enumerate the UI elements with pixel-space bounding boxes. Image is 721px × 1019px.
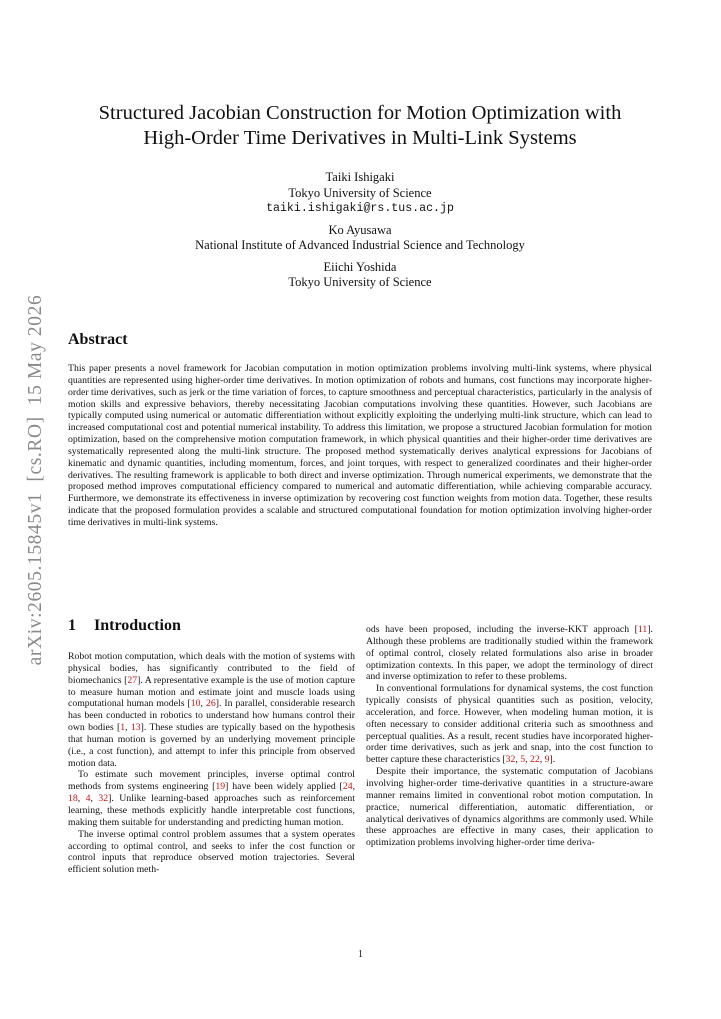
citation-link[interactable]: 5 (520, 754, 526, 766)
abstract-text: This paper presents a novel framework for Jacobian computation in motion optimization problems involving multi-link systems, where physical quantities are represented using higher-order time derivatives. In motion optimization of robots and humans, cost functions may incorporate higher-order time derivatives, such as jerk or the time variation of forces, to capture smoothness and perceptual characteristics, particularly in the analysis of motion skills and expressive behaviors, thereby necessitating Jacobian computations involving these quantities. However, such Jacobians are typically computed using numerical or automatic differentiation without explicitly exploiting the underlying multi-link structure, which can lead to increased computational cost and potential numerical instability. To address this limitation, we propose a structured Jacobian formulation for motion optimization, based on the comprehensive motion computation framework, in which physical quantities and their higher-order time derivatives are systematically represented along the multi-link structure. The proposed method systematically derives analytical expressions for Jacobians of kinematic and dynamic quantities, including momentum, forces, and joint torques, with respect to generalized coordinates and their higher-order derivatives. The resulting framework is applicable to both direct and inverse optimization. Through numerical experiments, we demonstrate that the proposed method improves computational efficiency compared to numerical and automatic differentiation, while achieving comparable accuracy. Furthermore, we demonstrate its effectiveness in inverse optimization by recovering cost function weights from motion data. Together, these results indicate that the proposed formulation provides a scalable and structured computational foundation for motion optimization involving higher-order time derivatives in multi-link systems. (68, 363, 652, 528)
author-name: Taiki Ishigaki (325, 170, 395, 184)
author-affiliation: Tokyo University of Science (288, 275, 432, 289)
citation-link[interactable]: 26 (205, 698, 216, 710)
author-name: Eiichi Yoshida (323, 259, 397, 274)
abstract-body (68, 363, 652, 529)
citation-link[interactable]: 27 (127, 674, 138, 686)
citation-link[interactable]: 10 (190, 698, 201, 710)
right-column (366, 624, 653, 849)
citation-link[interactable]: 32 (98, 793, 109, 805)
paragraph: In conventional formulations for dynamical systems, the cost function typically consists of physical quantities such as position, velocity, acceleration, and force. However, when modeling human motion, it is often necessary to consider additional criteria such as smoothness and perceptual qualities. As a result, recent studies have incorporated higher-order time derivatives, such as jerk and snap, into the cost function to better capture these characteristics [32, 5, 22, 9]. (366, 683, 653, 766)
section-number: 1 (68, 617, 76, 634)
author-name: Ko Ayusawa (328, 222, 392, 237)
citation-link[interactable]: 13 (130, 722, 141, 734)
citation-link[interactable]: 24 (342, 781, 353, 793)
paragraph: Robot motion computation, which deals with the motion of systems with physical bodies, has significantly contributed to the field of biomechanics [27]. A representative example is the use of motion capture to measure human motion and estimate joint and muscle loads using computational human models [10, 26]. In parallel, considerable research has been conducted in robotics to understand how humans control their own bodies [1, 13]. These studies are typically based on the hypothesis that human motion is governed by an underlying movement principle (i.e., a cost function), and attempt to infer this principle from observed motion data. (68, 651, 356, 769)
citation-link[interactable]: 4 (85, 793, 91, 805)
abstract-heading: Abstract (68, 331, 128, 348)
author-affiliation: Tokyo University of Science (288, 185, 432, 200)
paragraph: Despite their importance, the systematic computation of Jacobians involving higher-order time-derivative quantities in a structure-aware manner remains limited in conventional robot motion computation. In practice, numerical differentiation, automatic differentiation, or analytical derivatives of dynamics algorithms are commonly used. While these approaches are effective in many cases, their application to optimization problems involving higher-order time deriva- (366, 766, 653, 849)
arxiv-identifier[interactable]: arXiv:2605.15845v1 [cs.RO] 15 May 2026 (25, 294, 46, 666)
paragraph: ods have been proposed, including the inverse-KKT approach [11]. Although these problems are traditionally studied within the framework of optimal control, closely related formulations also arise in broader optimization contexts. In this paper, we adopt the terminology of direct and inverse optimization to refer to these problems. (366, 624, 653, 683)
citation-link[interactable]: 22 (530, 754, 540, 766)
title-line-2: High-Order Time Derivatives in Multi-Link Systems (143, 127, 577, 149)
page-number: 1 (358, 949, 363, 960)
paragraph: To estimate such movement principles, inverse optimal control methods from systems engineering [19] have been widely applied [24, 18, 4, 32]. Unlike learning-based approaches such as reinforcement learning, these methods explicitly handle interpretable cost functions, making them suitable for understanding and predicting human motion. (68, 769, 355, 828)
citation-link[interactable]: 11 (637, 624, 648, 635)
section-title: Introduction (94, 617, 181, 634)
author-email[interactable]: taiki.ishigaki@rs.tus.ac.jp (266, 202, 454, 215)
citation-link[interactable]: 19 (215, 781, 226, 793)
citation-link[interactable]: 18 (68, 793, 78, 805)
paper-title (70, 101, 650, 151)
left-column (68, 651, 355, 876)
author-affiliation: National Institute of Advanced Industrial Science and Technology (195, 238, 525, 252)
citation-link[interactable]: 1 (120, 722, 126, 734)
paragraph: The inverse optimal control problem assumes that a system operates according to optimal control, and seeks to infer the cost function or control inputs that reproduce observed motion trajectories. Several efficient solution meth- (68, 828, 355, 876)
citation-link[interactable]: 9 (544, 754, 550, 766)
title-line-1: Structured Jacobian Construction for Motion Optimization with (98, 102, 622, 124)
section-heading (68, 617, 181, 635)
citation-link[interactable]: 32 (505, 754, 516, 766)
author-block (70, 170, 650, 291)
